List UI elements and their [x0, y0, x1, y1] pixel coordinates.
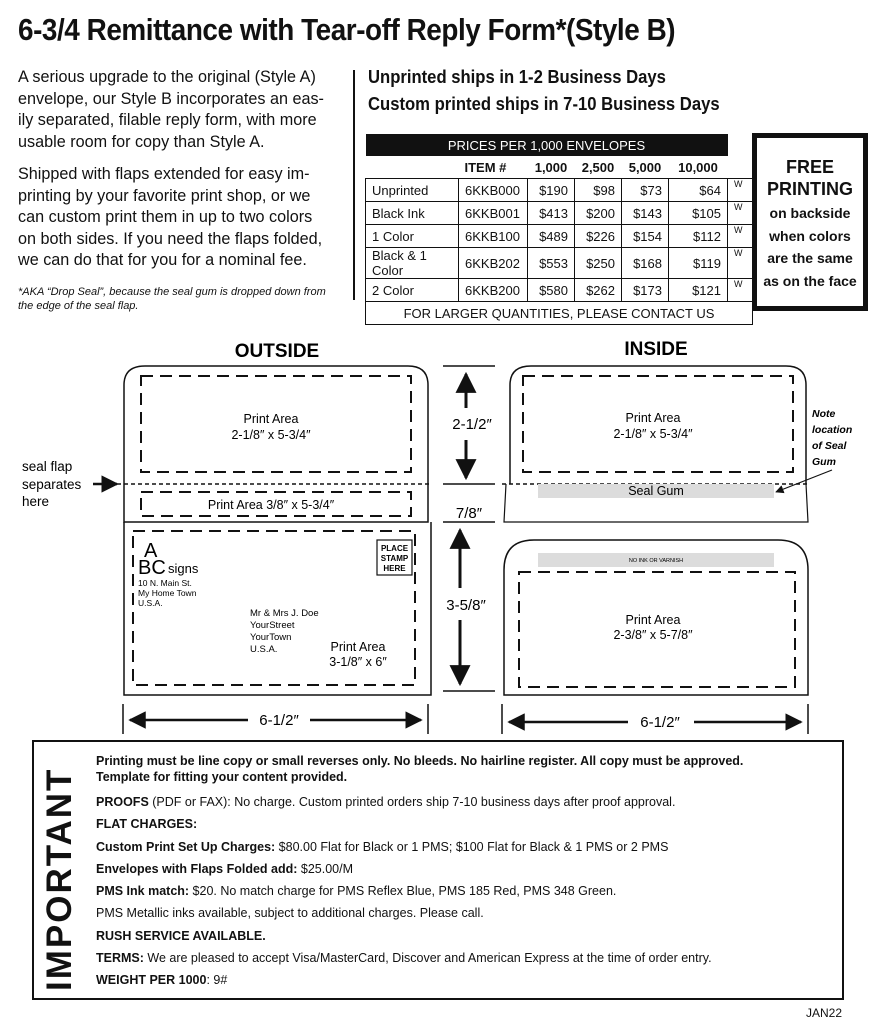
free-printing-subtitle: PRINTING	[766, 179, 853, 199]
price-cell: $112	[669, 225, 728, 248]
column-header: 2,500	[581, 159, 615, 175]
price-cell: $200	[575, 202, 622, 225]
intro-line: A serious upgrade to the original (Style A)	[18, 68, 316, 86]
weight-label: WEIGHT PER 1000	[96, 973, 207, 988]
recipient-line: YourTown	[250, 632, 292, 643]
column-divider	[353, 70, 355, 300]
inside-flap-outline	[510, 366, 806, 484]
important-line	[96, 836, 836, 858]
proofs-text: (PDF or FAX): No charge. Custom printed orders ship 7-10 business days after proof approval.	[148, 795, 676, 809]
important-line	[96, 969, 836, 991]
outside-label: OUTSIDE	[234, 341, 320, 362]
weight-text: : 9#	[206, 973, 228, 988]
w-mark: W	[728, 225, 753, 248]
important-line	[96, 791, 836, 813]
note-line: of Seal	[812, 440, 847, 452]
item-number: 6KKB202	[459, 248, 528, 279]
logo: signs	[168, 561, 199, 576]
setup-text: $80.00 Flat for Black or 1 PMS; $100 Flat for Black & 1 PMS or 2 PMS	[275, 839, 669, 854]
important-line	[96, 880, 836, 902]
free-printing-line: as on the face	[763, 272, 857, 289]
price-cell: $580	[528, 279, 575, 302]
price-cell: $250	[575, 248, 622, 279]
intro-paragraph-2	[18, 164, 348, 272]
intro-line: we can do that for you for a nominal fee.	[18, 251, 307, 269]
seal-flap-label: here	[22, 494, 50, 509]
w-mark: W	[728, 179, 753, 202]
price-cell: $98	[575, 179, 622, 202]
column-header: 10,000	[678, 159, 718, 175]
terms-label: TERMS:	[96, 951, 144, 966]
dim-top-label: 2-1/2″	[452, 416, 492, 433]
row-name: Unprinted	[366, 179, 459, 202]
important-line	[96, 858, 836, 880]
item-number: 6KKB001	[459, 202, 528, 225]
shipping-unprinted: Unprinted ships in 1-2 Business Days	[368, 66, 666, 87]
return-address-line: 10 N. Main St.	[138, 578, 192, 588]
price-cell: $119	[669, 248, 728, 279]
row-name: 1 Color	[366, 225, 459, 248]
stamp-text: STAMP	[380, 554, 409, 563]
table-row	[366, 248, 753, 279]
note-arrow	[776, 470, 832, 492]
column-header: 1,000	[534, 159, 568, 175]
rush-label: RUSH SERVICE AVAILABLE.	[96, 928, 266, 943]
shipping-custom: Custom printed ships in 7-10 Business Days	[368, 93, 720, 114]
flat-charges-label: FLAT CHARGES:	[96, 817, 198, 832]
pms-text: $20. No match charge for PMS Reflex Blue, PMS 185 Red, PMS 348 Green.	[189, 884, 617, 899]
intro-line: can custom print them in up to two colors	[18, 208, 313, 226]
note-line: Gum	[812, 456, 836, 468]
free-printing-line: when colors	[769, 227, 851, 244]
page-title: 6-3/4 Remittance with Tear-off Reply Form*(Style B)	[18, 12, 676, 47]
return-address-line: U.S.A.	[138, 598, 163, 608]
column-header: 5,000	[628, 159, 662, 175]
price-cell: $168	[622, 248, 669, 279]
proofs-label: PROOFS	[96, 795, 149, 809]
seal-gum-label: Seal Gum	[628, 484, 684, 498]
footnote	[18, 285, 348, 313]
intro-line: ily separated, filable reply form, with more	[18, 111, 317, 129]
terms-text: We are pleased to accept Visa/MasterCard, Discover and American Express at the time of order entry.	[143, 951, 712, 966]
price-table-footer: FOR LARGER QUANTITIES, PLEASE CONTACT US	[366, 302, 753, 325]
table-row	[366, 179, 753, 202]
important-content	[96, 753, 836, 992]
recipient-line: YourStreet	[250, 620, 295, 631]
important-line: PMS Metallic inks available, subject to additional charges. Please call.	[96, 906, 484, 921]
stamp-text: PLACE	[380, 544, 409, 553]
free-printing-line: are the same	[767, 250, 853, 266]
intro-line: usable room for copy than Style A.	[18, 132, 265, 151]
w-mark: W	[728, 279, 753, 302]
free-printing-box	[752, 133, 868, 311]
price-cell: $413	[528, 202, 575, 225]
footnote-line: the edge of the seal flap.	[18, 300, 139, 312]
note-line: Note	[812, 408, 836, 420]
important-line	[96, 925, 836, 947]
table-row	[366, 202, 753, 225]
w-mark: W	[728, 248, 753, 279]
print-area-size: 2-1/8″ x 5-3/4″	[613, 427, 693, 441]
important-line: Printing must be line copy or small reverses only. No bleeds. No hairline register. All copy must be approved.	[96, 754, 744, 768]
price-cell: $143	[622, 202, 669, 225]
important-line: Template for fitting your content provided.	[96, 770, 348, 784]
row-name: Black Ink	[366, 202, 459, 225]
intro-line: on both sides. If you need the flaps folded,	[18, 229, 323, 248]
seal-flap-label: separates	[22, 477, 82, 492]
price-cell: $489	[528, 225, 575, 248]
important-line	[96, 947, 836, 969]
w-mark: W	[728, 202, 753, 225]
intro-line: Shipped with flaps extended for easy im-	[18, 165, 310, 183]
pms-label: PMS Ink match:	[96, 884, 190, 899]
price-cell: $553	[528, 248, 575, 279]
price-table	[365, 134, 753, 325]
print-area-label: Print Area	[625, 411, 681, 425]
price-table-header: PRICES PER 1,000 ENVELOPES	[366, 134, 728, 156]
print-area-size: 3-1/8″ x 6″	[329, 655, 387, 669]
seal-flap-label: seal flap	[22, 459, 73, 474]
print-area-label: Print Area	[625, 613, 681, 627]
price-cell: $190	[528, 179, 575, 202]
print-area-size: 2-1/8″ x 5-3/4″	[231, 428, 311, 442]
price-cell: $105	[669, 202, 728, 225]
table-row	[366, 279, 753, 302]
intro-line: printing by your favorite print shop, or we	[18, 186, 311, 205]
price-cell: $226	[575, 225, 622, 248]
price-cell: $262	[575, 279, 622, 302]
stamp-text: HERE	[383, 564, 406, 573]
intro-line: envelope, our Style B incorporates an eas-	[18, 89, 324, 108]
free-printing-line: on backside	[769, 205, 851, 221]
item-number: 6KKB200	[459, 279, 528, 302]
row-name: Black & 1 Color	[366, 248, 459, 279]
item-number: 6KKB100	[459, 225, 528, 248]
folded-label: Envelopes with Flaps Folded add:	[96, 861, 298, 876]
free-printing-title: FREE	[785, 157, 834, 177]
recipient-line: Mr & Mrs J. Doe	[250, 608, 319, 619]
width-right-label: 6-1/2″	[640, 714, 680, 731]
column-header: ITEM #	[464, 159, 507, 175]
table-row	[366, 225, 753, 248]
form-code: JAN22	[806, 1006, 843, 1020]
item-number: 6KKB000	[459, 179, 528, 202]
print-area-label: Print Area	[330, 640, 386, 654]
price-cell: $173	[622, 279, 669, 302]
note-line: location	[812, 424, 853, 436]
envelope-diagram	[0, 330, 884, 740]
important-heading: IMPORTANT	[40, 767, 79, 991]
print-area-size: 2-3/8″ x 5-7/8″	[613, 628, 693, 642]
footnote-line: *AKA “Drop Seal”, because the seal gum is dropped down from	[18, 286, 326, 298]
price-cell: $64	[669, 179, 728, 202]
print-area-label: Print Area	[243, 412, 299, 426]
logo: A	[144, 540, 158, 562]
width-left-label: 6-1/2″	[259, 712, 299, 729]
price-cell: $121	[669, 279, 728, 302]
price-cell: $154	[622, 225, 669, 248]
inside-label: INSIDE	[624, 339, 688, 360]
dim-mid-label: 7/8″	[455, 505, 483, 522]
folded-text: $25.00/M	[297, 861, 354, 876]
recipient-line: U.S.A.	[250, 644, 278, 655]
print-area-strip-label: Print Area 3/8″ x 5-3/4″	[207, 498, 335, 512]
row-name: 2 Color	[366, 279, 459, 302]
important-line	[96, 813, 836, 835]
dim-bottom-label: 3-5/8″	[446, 597, 486, 614]
no-ink-label: NO INK OR VARNISH	[628, 558, 684, 564]
price-cell: $73	[622, 179, 669, 202]
setup-label: Custom Print Set Up Charges:	[96, 839, 276, 854]
logo: BC	[138, 557, 166, 579]
return-address-line: My Home Town	[138, 588, 197, 598]
intro-paragraph-1	[18, 67, 348, 153]
